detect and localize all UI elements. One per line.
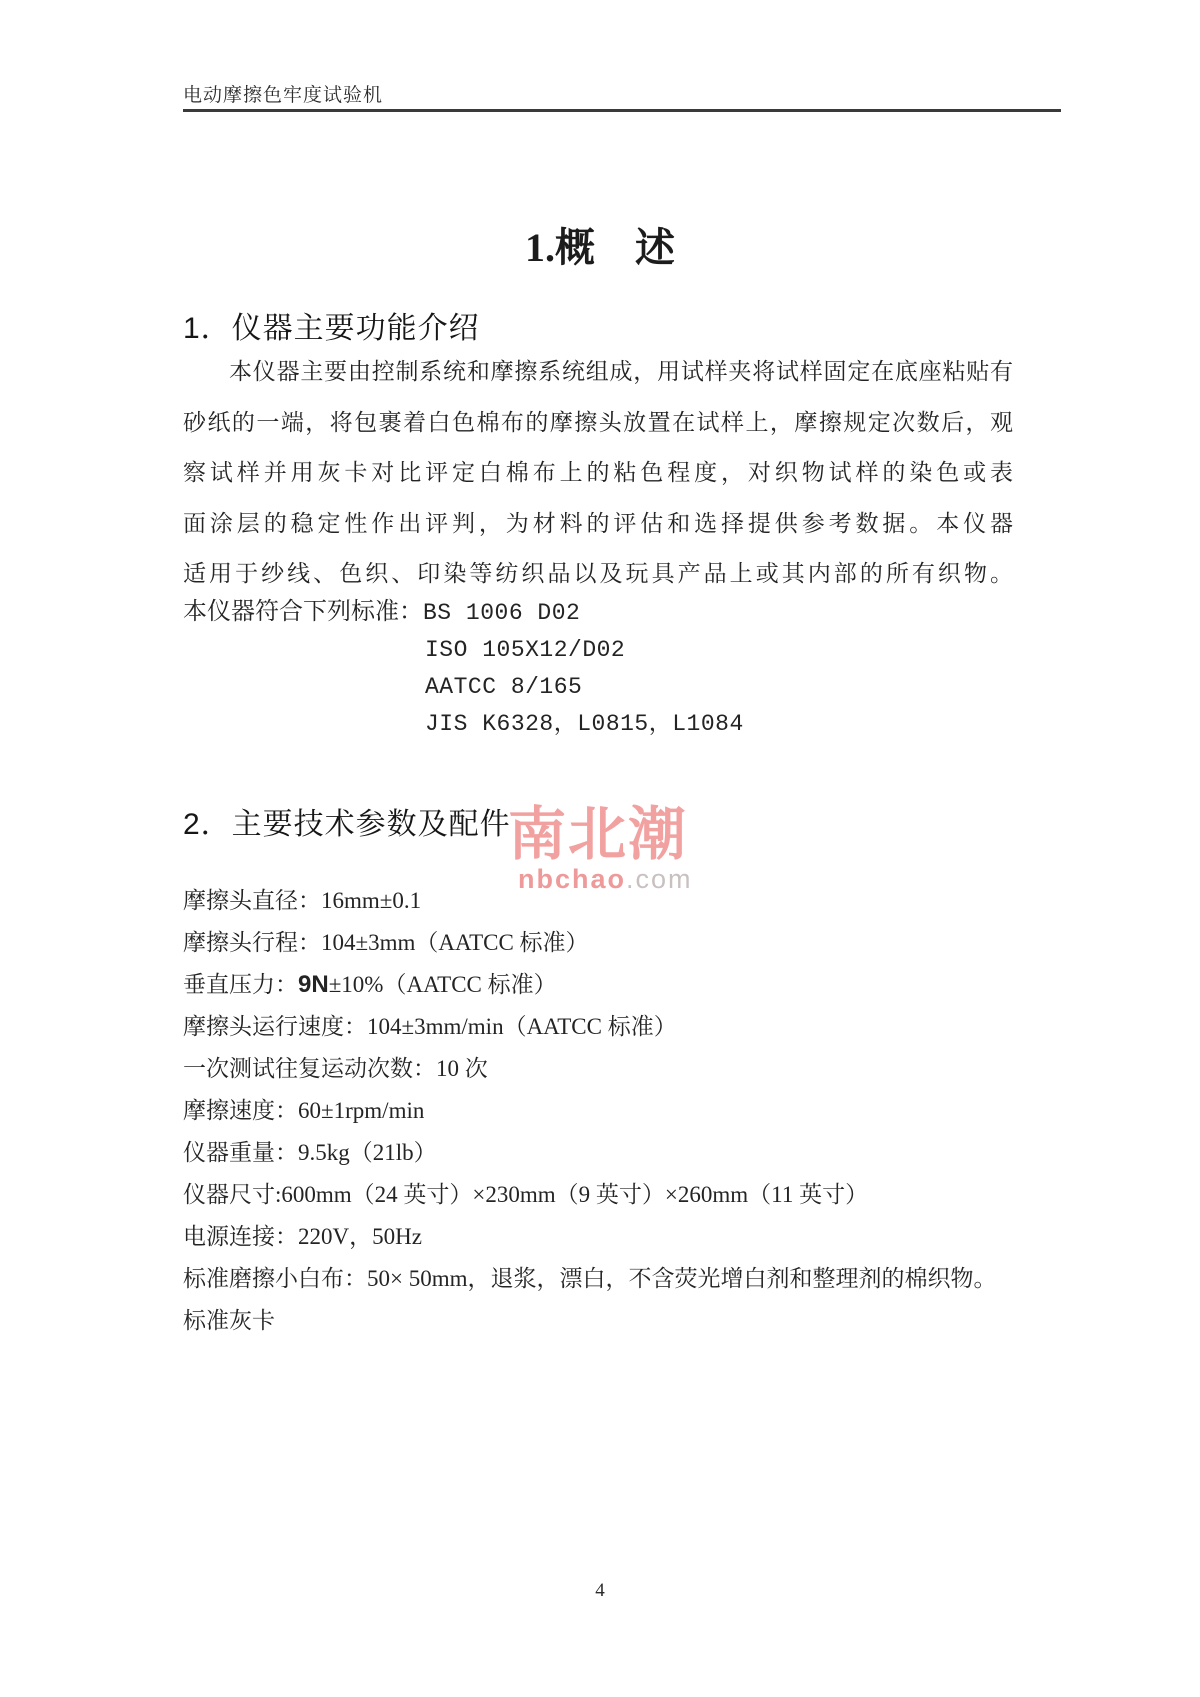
standards-block xyxy=(183,594,744,743)
standards-first-line xyxy=(183,594,744,632)
standard-item: BS 1006 D02 xyxy=(423,600,581,626)
standard-item: ISO 105X12/D02 xyxy=(425,637,626,663)
specs-list xyxy=(183,880,997,1342)
spec-white-cloth: 标准磨擦小白布：50× 50mm，退浆，漂白，不含荧光增白剂和整理剂的棉织物。 xyxy=(183,1266,997,1291)
watermark-domain-tld: .com xyxy=(626,864,693,894)
chapter-title: 1.概 述 xyxy=(525,225,675,270)
header-divider xyxy=(183,109,1061,112)
spec-cycles: 一次测试往复运动次数：10 次 xyxy=(183,1056,488,1081)
spec-diameter: 摩擦头直径：16mm±0.1 xyxy=(183,888,422,913)
spec-stroke: 摩擦头行程：104±3mm（AATCC 标准） xyxy=(183,930,589,955)
watermark-domain-name: nbchao xyxy=(518,864,627,894)
spec-pressure xyxy=(183,964,997,1006)
spec-weight: 仪器重量：9.5kg（21lb） xyxy=(183,1140,437,1165)
intro-paragraph xyxy=(183,347,1013,600)
paragraph-line: 本仪器主要由控制系统和摩擦系统组成，用试样夹将试样固定在底座粘贴有 xyxy=(229,359,1013,384)
watermark-logo: 南北潮 xyxy=(508,802,689,867)
section-2-heading: 2．主要技术参数及配件 xyxy=(183,808,511,841)
page-number: 4 xyxy=(595,1580,605,1601)
spec-grey-card: 标准灰卡 xyxy=(183,1308,275,1333)
running-header: 电动摩擦色牢度试验机 xyxy=(183,85,384,106)
standards-label: 本仪器符合下列标准： xyxy=(183,599,423,625)
spec-rub-speed: 摩擦速度：60±1rpm/min xyxy=(183,1098,425,1123)
spec-run-speed: 摩擦头运行速度：104±3mm/min（AATCC 标准） xyxy=(183,1014,677,1039)
paragraph-line: 察试样并用灰卡对比评定白棉布上的粘色程度，对织物试样的染色或表 xyxy=(183,460,1013,485)
paragraph-line: 砂纸的一端，将包裹着白色棉布的摩擦头放置在试样上，摩擦规定次数后，观 xyxy=(183,409,1013,435)
standard-item: AATCC 8/165 xyxy=(425,674,583,700)
paragraph-line: 面涂层的稳定性作出评判，为材料的评估和选择提供参考数据。本仪器 xyxy=(183,510,1013,536)
paragraph-line: 适用于纱线、色织、印染等纺织品以及玩具产品上或其内部的所有织物。 xyxy=(183,561,1013,586)
spec-dimensions: 仪器尺寸:600mm（24 英寸）×230mm（9 英寸）×260mm（11 英寸） xyxy=(183,1182,869,1207)
spec-pressure-tolerance: ±10%（AATCC 标准） xyxy=(328,972,557,997)
spec-pressure-label: 垂直压力： xyxy=(183,972,298,997)
standard-item: JIS K6328，L0815，L1084 xyxy=(425,711,744,737)
spec-power: 电源连接：220V，50Hz xyxy=(183,1224,422,1249)
section-1-heading: 1．仪器主要功能介绍 xyxy=(183,312,480,345)
spec-pressure-value: 9N xyxy=(298,971,329,998)
